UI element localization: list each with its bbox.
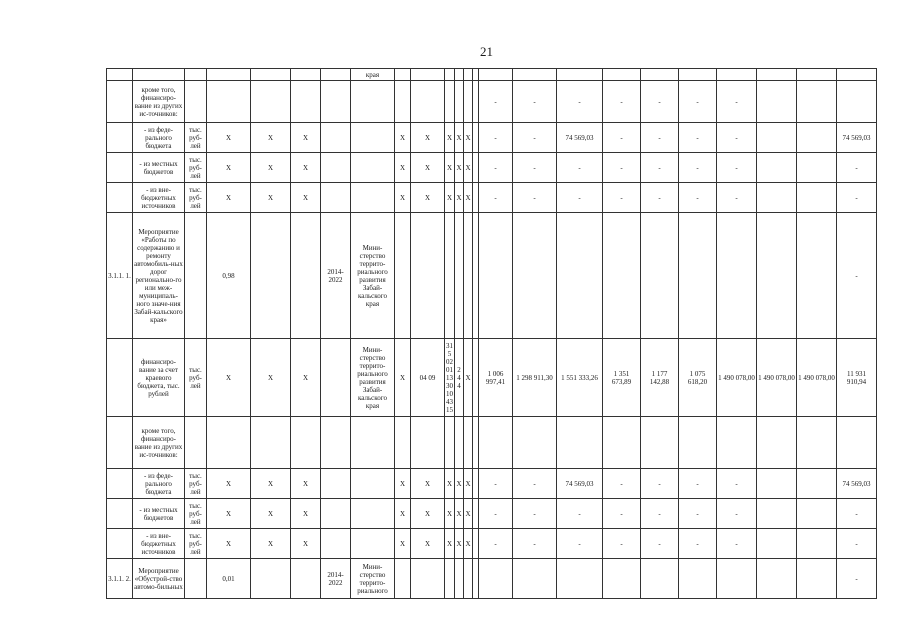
cell-y6 (717, 69, 757, 81)
cell-v3: X (291, 339, 321, 417)
table-row (107, 123, 877, 153)
cell-y6: - (717, 183, 757, 213)
cell-y8 (797, 417, 837, 469)
cell-name: - из местных бюджетов (133, 153, 185, 183)
table-row (107, 417, 877, 469)
cell-section: 315 02 01 13301043 15 (445, 339, 455, 417)
cell-ministry_code: X (411, 499, 445, 529)
cell-y1 (513, 213, 557, 339)
cell-unit (185, 559, 207, 599)
cell-y4: - (641, 529, 679, 559)
cell-y2: - (557, 81, 603, 123)
cell-code: 3.1.1. 1. (107, 213, 133, 339)
cell-y4 (641, 213, 679, 339)
cell-v2: X (251, 339, 291, 417)
cell-ministry_code (411, 213, 445, 339)
cell-v1: X (207, 499, 251, 529)
cell-v3: X (291, 529, 321, 559)
cell-y8 (797, 499, 837, 529)
cell-years (321, 469, 351, 499)
cell-unit (185, 69, 207, 81)
cell-code (107, 417, 133, 469)
cell-v3: X (291, 123, 321, 153)
cell-years (321, 81, 351, 123)
cell-t (479, 213, 513, 339)
cell-y2 (557, 417, 603, 469)
cell-code (107, 183, 133, 213)
cell-y6: - (717, 153, 757, 183)
cell-y2: - (557, 499, 603, 529)
cell-y8 (797, 81, 837, 123)
cell-y5: 1 075 618,20 (679, 339, 717, 417)
cell-v1 (207, 417, 251, 469)
cell-unit: тыс. руб-лей (185, 153, 207, 183)
cell-total: - (837, 153, 877, 183)
cell-section: X (445, 469, 455, 499)
cell-ministry_code: X (411, 123, 445, 153)
cell-y1: - (513, 153, 557, 183)
cell-unit: тыс. руб-лей (185, 123, 207, 153)
cell-y7 (757, 153, 797, 183)
cell-y5 (679, 559, 717, 599)
cell-x1: X (464, 183, 473, 213)
cell-y2 (557, 213, 603, 339)
cell-y2: 74 569,03 (557, 469, 603, 499)
cell-t: - (479, 123, 513, 153)
cell-exec (351, 153, 395, 183)
cell-y4: - (641, 183, 679, 213)
cell-code (107, 123, 133, 153)
cell-code (107, 529, 133, 559)
cell-years (321, 123, 351, 153)
cell-y4 (641, 559, 679, 599)
cell-y5 (679, 417, 717, 469)
cell-y6: - (717, 499, 757, 529)
cell-exec (351, 469, 395, 499)
cell-y4: - (641, 469, 679, 499)
cell-y8 (797, 469, 837, 499)
cell-ministry_code (411, 417, 445, 469)
cell-y1: - (513, 183, 557, 213)
cell-exec (351, 81, 395, 123)
cell-x1 (464, 559, 473, 599)
cell-total (837, 81, 877, 123)
cell-v3 (291, 69, 321, 81)
cell-v1 (207, 69, 251, 81)
cell-vr (395, 69, 411, 81)
cell-y3 (603, 213, 641, 339)
cell-total: - (837, 529, 877, 559)
cell-years (321, 417, 351, 469)
cell-vr (395, 81, 411, 123)
cell-unit: тыс. руб-лей (185, 529, 207, 559)
cell-y7 (757, 417, 797, 469)
table-body (107, 69, 877, 599)
cell-y4: - (641, 81, 679, 123)
cell-y2: - (557, 153, 603, 183)
cell-ministry_code: X (411, 469, 445, 499)
cell-section (445, 559, 455, 599)
cell-v2: X (251, 183, 291, 213)
table-row (107, 339, 877, 417)
cell-y3: - (603, 81, 641, 123)
cell-v3: X (291, 153, 321, 183)
table-row (107, 469, 877, 499)
cell-csr (455, 417, 464, 469)
cell-t: - (479, 529, 513, 559)
cell-csr (455, 559, 464, 599)
cell-unit: тыс. руб-лей (185, 469, 207, 499)
cell-v3: X (291, 499, 321, 529)
cell-y8 (797, 559, 837, 599)
cell-v2 (251, 81, 291, 123)
cell-unit: тыс. руб-лей (185, 339, 207, 417)
cell-v2: X (251, 469, 291, 499)
cell-ministry_code: X (411, 153, 445, 183)
cell-y1 (513, 559, 557, 599)
cell-exec: Мини-стерство террито-риального развития Забай-кальского края (351, 339, 395, 417)
cell-y6 (717, 213, 757, 339)
cell-t (479, 559, 513, 599)
cell-unit (185, 213, 207, 339)
cell-y1: - (513, 123, 557, 153)
cell-y7 (757, 559, 797, 599)
cell-v3: X (291, 469, 321, 499)
cell-y3: - (603, 183, 641, 213)
cell-y6: 1 490 078,00 (717, 339, 757, 417)
cell-y2: - (557, 529, 603, 559)
cell-y7 (757, 499, 797, 529)
cell-y3 (603, 417, 641, 469)
cell-vr (395, 559, 411, 599)
cell-v2 (251, 69, 291, 81)
cell-y8 (797, 529, 837, 559)
cell-y7 (757, 69, 797, 81)
cell-v1: 0,01 (207, 559, 251, 599)
cell-code (107, 81, 133, 123)
cell-y3: 1 351 673,89 (603, 339, 641, 417)
cell-t (479, 417, 513, 469)
cell-name: - из феде-рального бюджета (133, 123, 185, 153)
cell-name: финансиро-вание за счет краевого бюджета, тыс. рублей (133, 339, 185, 417)
cell-v1: X (207, 469, 251, 499)
cell-y3 (603, 559, 641, 599)
cell-v1: X (207, 339, 251, 417)
cell-y7 (757, 183, 797, 213)
cell-y8 (797, 69, 837, 81)
cell-section (445, 417, 455, 469)
cell-y3: - (603, 469, 641, 499)
cell-y1: - (513, 81, 557, 123)
cell-section: X (445, 123, 455, 153)
cell-t: - (479, 183, 513, 213)
cell-vr: X (395, 123, 411, 153)
cell-y8 (797, 153, 837, 183)
cell-ministry_code (411, 559, 445, 599)
cell-v3 (291, 559, 321, 599)
cell-y4: - (641, 499, 679, 529)
cell-v3: X (291, 183, 321, 213)
cell-unit: тыс. руб-лей (185, 499, 207, 529)
cell-code (107, 69, 133, 81)
cell-y8: 1 490 078,00 (797, 339, 837, 417)
cell-y6: - (717, 469, 757, 499)
cell-unit: тыс. руб-лей (185, 183, 207, 213)
cell-v1 (207, 81, 251, 123)
cell-x1: X (464, 153, 473, 183)
cell-v3 (291, 417, 321, 469)
cell-name: Мероприятие «Обустрой-ство автомо-бильных (133, 559, 185, 599)
cell-y4: - (641, 153, 679, 183)
cell-y6: - (717, 529, 757, 559)
cell-y5: - (679, 499, 717, 529)
cell-y2 (557, 559, 603, 599)
cell-total: 11 931 910,94 (837, 339, 877, 417)
cell-years (321, 153, 351, 183)
cell-csr: X (455, 529, 464, 559)
cell-code (107, 339, 133, 417)
cell-y3: - (603, 529, 641, 559)
cell-y2: 1 551 333,26 (557, 339, 603, 417)
cell-t: - (479, 469, 513, 499)
cell-exec (351, 183, 395, 213)
cell-y1: - (513, 469, 557, 499)
cell-csr (455, 81, 464, 123)
cell-v2 (251, 417, 291, 469)
cell-ministry_code (411, 81, 445, 123)
cell-x1 (464, 417, 473, 469)
cell-y5: - (679, 153, 717, 183)
page-number: 21 (480, 44, 493, 59)
cell-code (107, 499, 133, 529)
cell-vr (395, 213, 411, 339)
cell-total: - (837, 213, 877, 339)
cell-v1: X (207, 529, 251, 559)
cell-y6: - (717, 123, 757, 153)
cell-years: 2014-2022 (321, 213, 351, 339)
table-row (107, 559, 877, 599)
cell-y7 (757, 213, 797, 339)
cell-csr (455, 213, 464, 339)
cell-total (837, 417, 877, 469)
cell-years (321, 183, 351, 213)
cell-y5: - (679, 183, 717, 213)
table-row (107, 183, 877, 213)
cell-csr: X (455, 153, 464, 183)
cell-y7 (757, 469, 797, 499)
cell-unit (185, 417, 207, 469)
cell-exec (351, 529, 395, 559)
cell-y1 (513, 69, 557, 81)
cell-t: - (479, 499, 513, 529)
cell-years (321, 69, 351, 81)
cell-exec: края (351, 69, 395, 81)
cell-y7: 1 490 078,00 (757, 339, 797, 417)
cell-x1: X (464, 469, 473, 499)
cell-v2 (251, 559, 291, 599)
table-row (107, 69, 877, 81)
cell-v1: 0,98 (207, 213, 251, 339)
cell-y8 (797, 183, 837, 213)
cell-section: X (445, 499, 455, 529)
table-row (107, 499, 877, 529)
cell-ministry_code (411, 69, 445, 81)
cell-y6 (717, 559, 757, 599)
cell-x1 (464, 81, 473, 123)
cell-t (479, 69, 513, 81)
cell-v3 (291, 81, 321, 123)
cell-y1 (513, 417, 557, 469)
cell-code: 3.1.1. 2. (107, 559, 133, 599)
table-row (107, 529, 877, 559)
cell-exec: Мини-стерство террито-риального (351, 559, 395, 599)
cell-section: X (445, 153, 455, 183)
cell-v1: X (207, 183, 251, 213)
cell-y5: - (679, 529, 717, 559)
cell-name: - из вне-бюджетных источников (133, 183, 185, 213)
cell-y6: - (717, 81, 757, 123)
cell-v2 (251, 213, 291, 339)
cell-vr: X (395, 499, 411, 529)
cell-y3: - (603, 123, 641, 153)
cell-name: кроме того, финансиро-вание из других ис-точников: (133, 417, 185, 469)
cell-csr: X (455, 499, 464, 529)
cell-y5: - (679, 469, 717, 499)
table-row (107, 213, 877, 339)
cell-y5 (679, 69, 717, 81)
cell-years (321, 339, 351, 417)
cell-years (321, 499, 351, 529)
cell-v1: X (207, 123, 251, 153)
cell-name: - из вне-бюджетных источников (133, 529, 185, 559)
cell-y1: - (513, 499, 557, 529)
cell-y7 (757, 123, 797, 153)
cell-y2 (557, 69, 603, 81)
cell-name: - из местных бюджетов (133, 499, 185, 529)
cell-t: 1 006 997,41 (479, 339, 513, 417)
cell-y3: - (603, 499, 641, 529)
cell-csr (455, 69, 464, 81)
cell-v2: X (251, 499, 291, 529)
cell-name: кроме того, финансиро-вание из других ис-точников: (133, 81, 185, 123)
cell-y8 (797, 213, 837, 339)
cell-y3: - (603, 153, 641, 183)
cell-section: X (445, 183, 455, 213)
cell-total: - (837, 499, 877, 529)
cell-csr: X (455, 183, 464, 213)
cell-vr: X (395, 529, 411, 559)
cell-y5 (679, 213, 717, 339)
cell-exec: Мини-стерство террито-риального развития Забай-кальского края (351, 213, 395, 339)
cell-name: Мероприятие «Работы по содержанию и ремонту автомобиль-ных дорог регионально-го или меж-муниципаль-ного значе-ния Забай-кальского края» (133, 213, 185, 339)
cell-t: - (479, 81, 513, 123)
cell-y7 (757, 529, 797, 559)
cell-y5: - (679, 123, 717, 153)
cell-unit (185, 81, 207, 123)
cell-y2: 74 569,03 (557, 123, 603, 153)
cell-vr: X (395, 339, 411, 417)
cell-x1: X (464, 123, 473, 153)
cell-csr: X (455, 469, 464, 499)
cell-x1: X (464, 339, 473, 417)
cell-vr: X (395, 469, 411, 499)
cell-x1 (464, 69, 473, 81)
cell-y4 (641, 417, 679, 469)
cell-vr: X (395, 183, 411, 213)
cell-ministry_code: 04 09 (411, 339, 445, 417)
cell-total: - (837, 559, 877, 599)
cell-total: 74 569,03 (837, 469, 877, 499)
cell-x1: X (464, 529, 473, 559)
cell-csr: X (455, 123, 464, 153)
cell-y3 (603, 69, 641, 81)
cell-section (445, 213, 455, 339)
cell-exec (351, 499, 395, 529)
cell-y8 (797, 123, 837, 153)
cell-t: - (479, 153, 513, 183)
cell-v3 (291, 213, 321, 339)
cell-v2: X (251, 123, 291, 153)
cell-vr (395, 417, 411, 469)
cell-years: 2014-2022 (321, 559, 351, 599)
cell-exec (351, 417, 395, 469)
cell-y4: - (641, 123, 679, 153)
cell-y5: - (679, 81, 717, 123)
cell-section: X (445, 529, 455, 559)
cell-total: 74 569,03 (837, 123, 877, 153)
cell-exec (351, 123, 395, 153)
cell-v2: X (251, 153, 291, 183)
cell-y2: - (557, 183, 603, 213)
cell-total: - (837, 183, 877, 213)
cell-vr: X (395, 153, 411, 183)
cell-code (107, 469, 133, 499)
cell-v1: X (207, 153, 251, 183)
cell-y1: - (513, 529, 557, 559)
cell-csr: 2 4 4 (455, 339, 464, 417)
program-table (106, 68, 877, 599)
table-row (107, 153, 877, 183)
cell-ministry_code: X (411, 529, 445, 559)
cell-total (837, 69, 877, 81)
cell-y7 (757, 81, 797, 123)
cell-ministry_code: X (411, 183, 445, 213)
cell-x1 (464, 213, 473, 339)
cell-section (445, 81, 455, 123)
cell-years (321, 529, 351, 559)
cell-v2: X (251, 529, 291, 559)
cell-name: - из феде-рального бюджета (133, 469, 185, 499)
cell-x1: X (464, 499, 473, 529)
cell-section (445, 69, 455, 81)
cell-code (107, 153, 133, 183)
cell-name (133, 69, 185, 81)
cell-y6 (717, 417, 757, 469)
table-row (107, 81, 877, 123)
cell-y1: 1 298 911,30 (513, 339, 557, 417)
cell-y4 (641, 69, 679, 81)
cell-y4: 1 177 142,88 (641, 339, 679, 417)
